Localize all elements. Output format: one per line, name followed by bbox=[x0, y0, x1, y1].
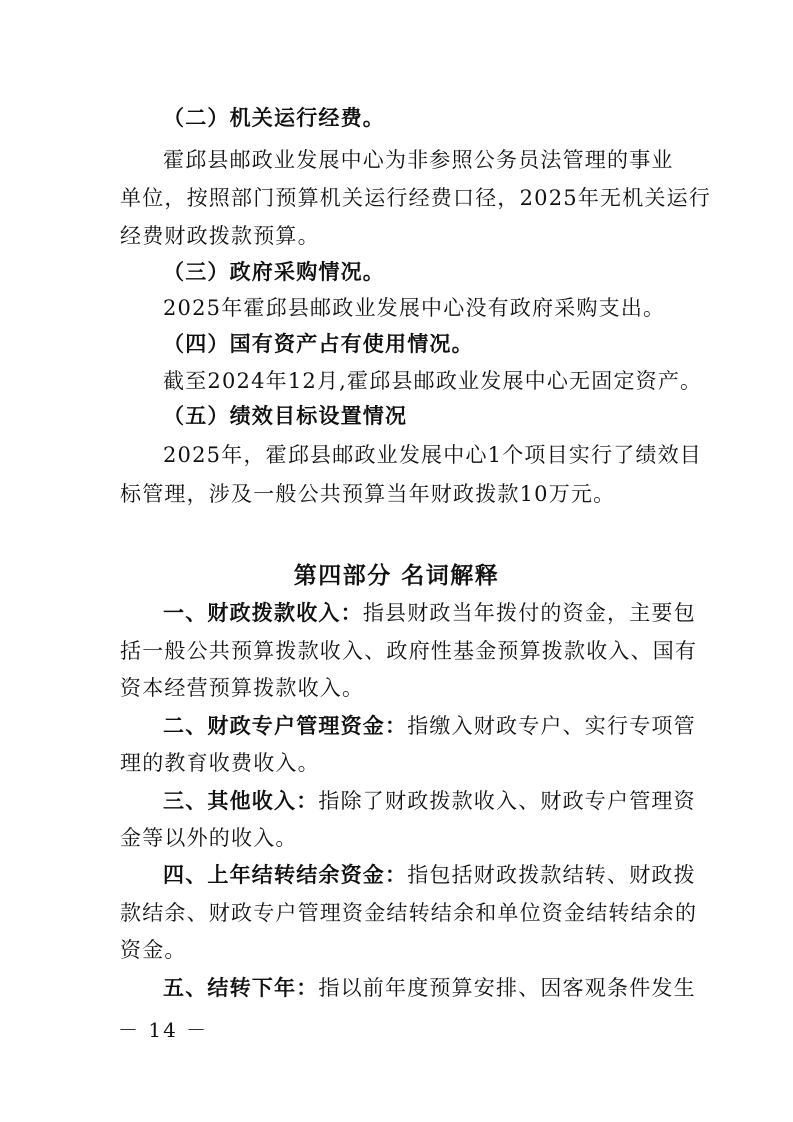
subsection-heading-4: （四）国有资产占有使用情况。 bbox=[163, 331, 474, 356]
term-label: 三、其他收入： bbox=[163, 788, 319, 813]
paragraph-line: 金等以外的收入。 bbox=[120, 826, 298, 850]
term-text: 指以前年度预算安排、因客观条件发生 bbox=[318, 976, 696, 1000]
term-text: 指包括财政拨款结转、财政拨 bbox=[407, 863, 696, 887]
paragraph-line: 理的教育收费收入。 bbox=[120, 751, 320, 775]
term-text: 指除了财政拨款收入、财政专户管理资 bbox=[318, 789, 696, 813]
term-definition bbox=[163, 860, 696, 890]
paragraph-line: 标管理，涉及一般公共预算当年财政拨款10万元。 bbox=[120, 482, 616, 506]
subsection-heading-2: （二）机关运行经费。 bbox=[163, 105, 385, 130]
term-label: 二、财政专户管理资金： bbox=[163, 713, 408, 738]
term-definition bbox=[163, 598, 696, 628]
paragraph-line: 2025年，霍邱县邮政业发展中心1个项目实行了绩效目 bbox=[163, 443, 703, 467]
term-definition bbox=[163, 973, 696, 1003]
page-number: － 14 － bbox=[118, 1018, 209, 1042]
paragraph-line: 霍邱县邮政业发展中心为非参照公务员法管理的事业 bbox=[163, 148, 674, 172]
term-text: 指县财政当年拨付的资金，主要包 bbox=[362, 601, 696, 625]
part-title: 第四部分 名词解释 bbox=[293, 563, 500, 589]
paragraph-line: 截至2024年12月,霍邱县邮政业发展中心无固定资产。 bbox=[163, 369, 703, 393]
subsection-heading-3: （三）政府采购情况。 bbox=[163, 259, 385, 284]
paragraph-line: 括一般公共预算拨款收入、政府性基金预算拨款收入、国有 bbox=[120, 639, 698, 663]
paragraph-line: 款结余、财政专户管理资金结转结余和单位资金结转结余的 bbox=[120, 901, 698, 925]
term-definition bbox=[163, 711, 696, 741]
paragraph-line: 资金。 bbox=[120, 938, 187, 962]
paragraph-line: 资本经营预算拨款收入。 bbox=[120, 676, 365, 700]
paragraph-line: 经费财政拨款预算。 bbox=[120, 224, 320, 248]
paragraph-line: 2025年霍邱县邮政业发展中心没有政府采购支出。 bbox=[163, 296, 666, 320]
term-label: 四、上年结转结余资金： bbox=[163, 862, 408, 887]
term-text: 指缴入财政专户、实行专项管 bbox=[407, 714, 696, 738]
term-label: 五、结转下年： bbox=[163, 975, 319, 1000]
term-label: 一、财政拨款收入： bbox=[163, 600, 363, 625]
subsection-heading-5: （五）绩效目标设置情况 bbox=[163, 403, 408, 428]
paragraph-line: 单位，按照部门预算机关运行经费口径，2025年无机关运行 bbox=[120, 186, 712, 210]
term-definition bbox=[163, 786, 696, 816]
